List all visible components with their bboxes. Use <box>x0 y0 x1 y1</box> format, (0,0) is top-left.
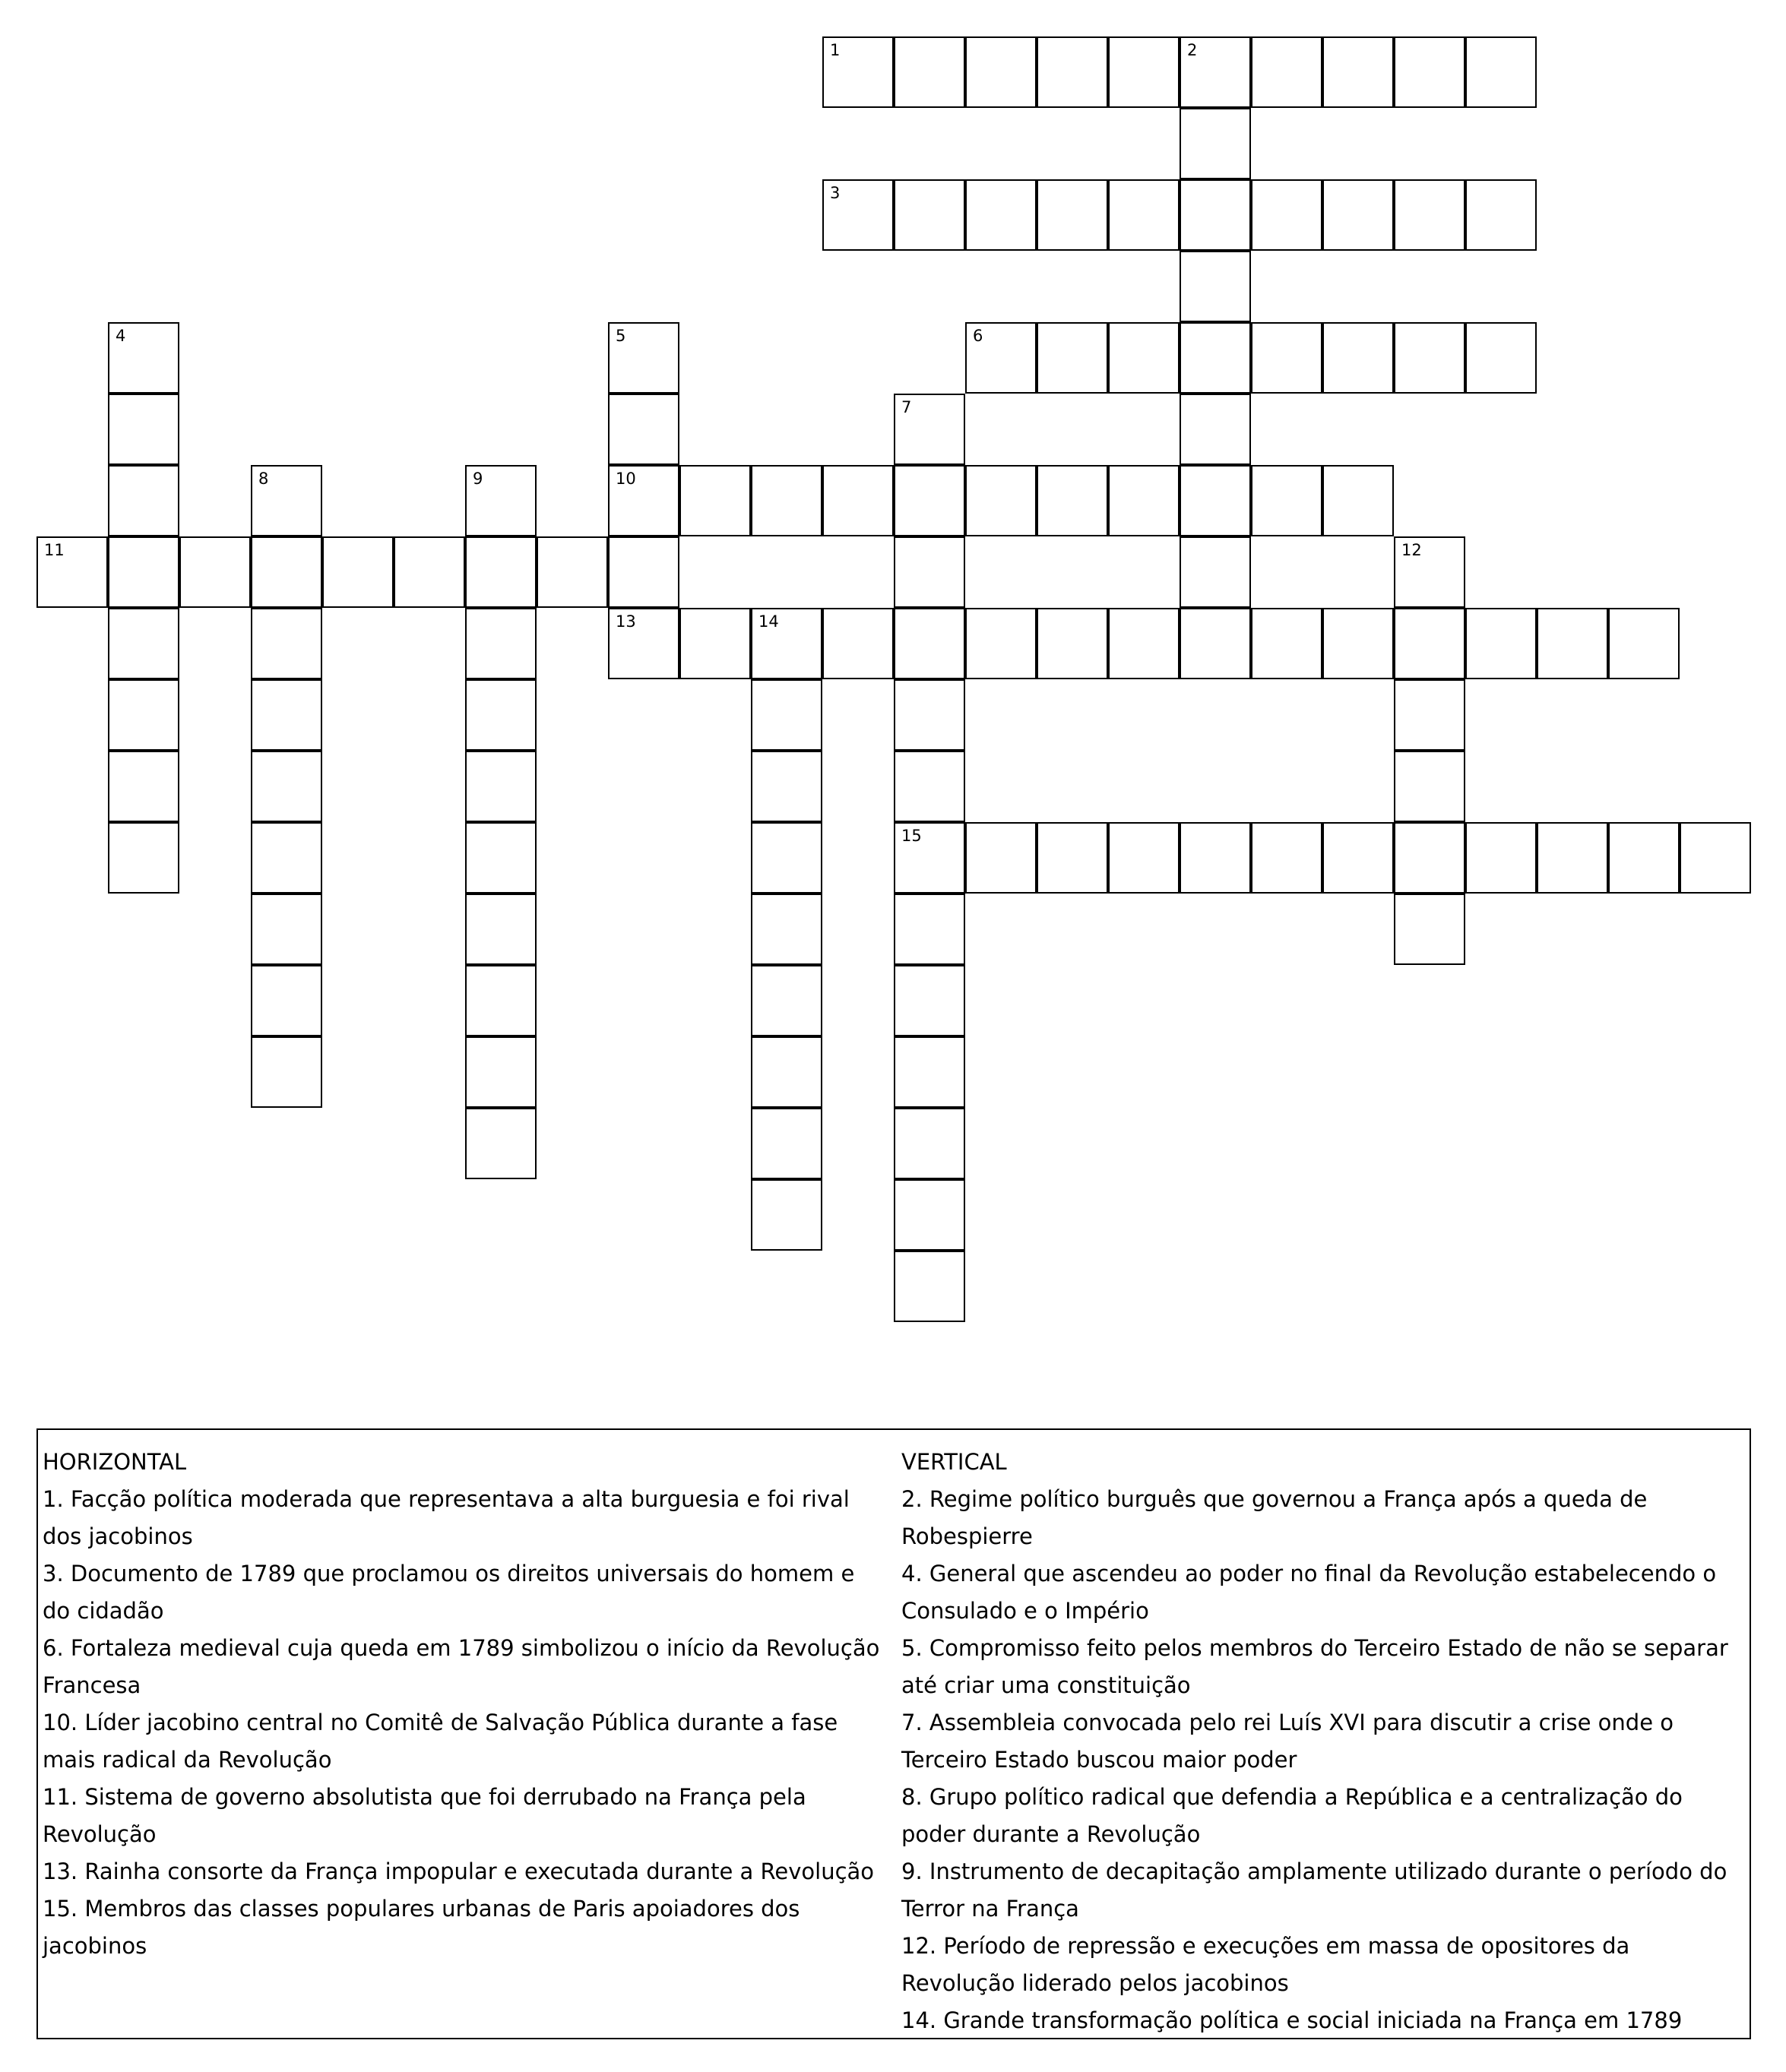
grid-cell[interactable] <box>965 822 1037 894</box>
grid-cell[interactable] <box>465 465 537 536</box>
grid-cell[interactable] <box>894 679 965 751</box>
grid-cell[interactable] <box>894 1036 965 1108</box>
grid-cell[interactable] <box>465 1036 537 1108</box>
grid-cell[interactable] <box>679 608 751 679</box>
grid-cell[interactable] <box>108 465 179 536</box>
grid-cell[interactable] <box>965 36 1037 108</box>
clue-number: 15 <box>901 827 922 845</box>
grid-cell[interactable] <box>251 894 322 965</box>
grid-cell[interactable] <box>1608 822 1680 894</box>
grid-cell[interactable] <box>1537 608 1608 679</box>
grid-cell[interactable] <box>465 965 537 1036</box>
grid-cell[interactable] <box>751 822 822 894</box>
grid-cell[interactable] <box>894 1108 965 1179</box>
clue-number: 12 <box>1401 541 1422 559</box>
grid-cell[interactable] <box>822 179 894 251</box>
clue-number: 9 <box>473 470 483 488</box>
grid-cell[interactable] <box>751 965 822 1036</box>
clue-across-1: 1. Facção política moderada que representava a alta burguesia e foi rival dos jacobinos <box>43 1486 850 1549</box>
clue-down-9: 9. Instrumento de decapitação amplamente utilizado durante o período do Terror na França <box>901 1858 1727 1922</box>
grid-cell[interactable] <box>1180 394 1251 465</box>
grid-cell[interactable] <box>1322 179 1394 251</box>
clue-number: 2 <box>1187 41 1198 59</box>
grid-cell[interactable] <box>1180 608 1251 679</box>
grid-cell[interactable] <box>1108 608 1180 679</box>
grid-cell[interactable] <box>108 822 179 894</box>
grid-cell[interactable] <box>1394 751 1465 822</box>
grid-cell[interactable] <box>465 536 537 608</box>
grid-cell[interactable] <box>1394 322 1465 394</box>
grid-cell[interactable] <box>894 1179 965 1251</box>
grid-cell[interactable] <box>1394 822 1465 894</box>
grid-cell[interactable] <box>465 751 537 822</box>
grid-cell[interactable] <box>179 536 251 608</box>
grid-cell[interactable] <box>1180 536 1251 608</box>
grid-cell[interactable] <box>894 394 965 465</box>
grid-cell[interactable] <box>1322 608 1394 679</box>
grid-cell[interactable] <box>965 608 1037 679</box>
grid-cell[interactable] <box>1037 465 1108 536</box>
grid-cell[interactable] <box>894 965 965 1036</box>
clue-across-13: 13. Rainha consorte da França impopular e executada durante a Revolução <box>43 1858 875 1884</box>
grid-cell[interactable] <box>1180 108 1251 179</box>
grid-cell[interactable] <box>1394 536 1465 608</box>
grid-cell[interactable] <box>1394 894 1465 965</box>
grid-cell[interactable] <box>894 894 965 965</box>
clue-down-12: 12. Período de repressão e execuções em massa de opositores da Revolução liderado pelos jacobinos <box>901 1933 1630 1996</box>
grid-cell[interactable] <box>465 608 537 679</box>
grid-cell[interactable] <box>1108 465 1180 536</box>
grid-cell[interactable] <box>894 465 965 536</box>
grid-cell[interactable] <box>894 536 965 608</box>
grid-cell[interactable] <box>822 36 894 108</box>
clue-across-15: 15. Membros das classes populares urbanas de Paris apoiadores dos jacobinos <box>43 1896 800 1959</box>
grid-cell[interactable] <box>1108 36 1180 108</box>
clues-panel <box>36 1428 1751 2039</box>
grid-cell[interactable] <box>608 608 679 679</box>
grid-cell[interactable] <box>894 822 965 894</box>
grid-cell[interactable] <box>1037 36 1108 108</box>
grid-cell[interactable] <box>751 608 822 679</box>
grid-cell[interactable] <box>1465 322 1537 394</box>
clue-number: 3 <box>830 184 841 202</box>
grid-cell[interactable] <box>108 536 179 608</box>
horizontal-title: HORIZONTAL <box>43 1449 187 1475</box>
grid-cell[interactable] <box>1680 822 1751 894</box>
grid-cell[interactable] <box>1108 322 1180 394</box>
grid-cell[interactable] <box>537 536 608 608</box>
clue-number: 14 <box>758 612 779 631</box>
grid-cell[interactable] <box>465 822 537 894</box>
grid-cell[interactable] <box>36 536 108 608</box>
grid-cell[interactable] <box>251 608 322 679</box>
grid-cell[interactable] <box>251 822 322 894</box>
grid-cell[interactable] <box>1108 822 1180 894</box>
clue-down-4: 4. General que ascendeu ao poder no final da Revolução estabelecendo o Consulado e o Império <box>901 1561 1717 1624</box>
grid-cell[interactable] <box>822 608 894 679</box>
clue-number: 7 <box>901 398 912 416</box>
grid-cell[interactable] <box>1465 608 1537 679</box>
grid-cell[interactable] <box>251 1036 322 1108</box>
grid-cell[interactable] <box>108 322 179 394</box>
grid-cell[interactable] <box>465 894 537 965</box>
clue-number: 5 <box>616 327 626 345</box>
grid-cell[interactable] <box>608 394 679 465</box>
grid-cell[interactable] <box>1394 608 1465 679</box>
horizontal-clues <box>43 1444 886 1965</box>
grid-cell[interactable] <box>465 679 537 751</box>
grid-cell[interactable] <box>965 179 1037 251</box>
grid-cell[interactable] <box>1465 822 1537 894</box>
grid-cell[interactable] <box>108 679 179 751</box>
grid-cell[interactable] <box>894 751 965 822</box>
grid-cell[interactable] <box>1037 608 1108 679</box>
grid-cell[interactable] <box>1394 36 1465 108</box>
grid-cell[interactable] <box>1322 36 1394 108</box>
grid-cell[interactable] <box>1180 179 1251 251</box>
grid-cell[interactable] <box>1322 322 1394 394</box>
grid-cell[interactable] <box>1037 322 1108 394</box>
grid-cell[interactable] <box>1394 179 1465 251</box>
grid-cell[interactable] <box>1394 679 1465 751</box>
grid-cell[interactable] <box>822 465 894 536</box>
clue-number: 11 <box>44 541 65 559</box>
grid-cell[interactable] <box>751 1108 822 1179</box>
grid-cell[interactable] <box>1251 36 1322 108</box>
grid-cell[interactable] <box>965 322 1037 394</box>
clue-number: 1 <box>830 41 841 59</box>
grid-cell[interactable] <box>251 751 322 822</box>
grid-cell[interactable] <box>108 394 179 465</box>
grid-cell[interactable] <box>1251 822 1322 894</box>
grid-cell[interactable] <box>1180 822 1251 894</box>
grid-cell[interactable] <box>1608 608 1680 679</box>
grid-cell[interactable] <box>465 1108 537 1179</box>
clue-number: 10 <box>616 470 636 488</box>
clue-down-14: 14. Grande transformação política e social iniciada na França em 1789 <box>901 2007 1683 2033</box>
clue-across-11: 11. Sistema de governo absolutista que foi derrubado na França pela Revolução <box>43 1784 806 1847</box>
grid-cell[interactable] <box>1465 36 1537 108</box>
grid-cell[interactable] <box>1322 465 1394 536</box>
clue-across-3: 3. Documento de 1789 que proclamou os direitos universais do homem e do cidadão <box>43 1561 855 1624</box>
grid-cell[interactable] <box>251 679 322 751</box>
clue-down-2: 2. Regime político burguês que governou a França após a queda de Robespierre <box>901 1486 1648 1549</box>
grid-cell[interactable] <box>751 465 822 536</box>
clue-down-8: 8. Grupo político radical que defendia a República e a centralização do poder durante a Revolução <box>901 1784 1683 1847</box>
grid-cell[interactable] <box>1251 322 1322 394</box>
clue-down-7: 7. Assembleia convocada pelo rei Luís XVI para discutir a crise onde o Terceiro Estado buscou maior poder <box>901 1710 1674 1773</box>
grid-cell[interactable] <box>894 608 965 679</box>
clue-number: 8 <box>258 470 269 488</box>
grid-cell[interactable] <box>1322 822 1394 894</box>
grid-cell[interactable] <box>751 894 822 965</box>
grid-cell[interactable] <box>894 179 965 251</box>
grid-cell[interactable] <box>1180 322 1251 394</box>
grid-cell[interactable] <box>1180 36 1251 108</box>
grid-cell[interactable] <box>894 1251 965 1322</box>
grid-cell[interactable] <box>894 36 965 108</box>
grid-cell[interactable] <box>1108 179 1180 251</box>
grid-cell[interactable] <box>751 751 822 822</box>
grid-cell[interactable] <box>108 608 179 679</box>
grid-cell[interactable] <box>1251 608 1322 679</box>
grid-cell[interactable] <box>251 965 322 1036</box>
grid-cell[interactable] <box>1180 251 1251 322</box>
grid-cell[interactable] <box>608 322 679 394</box>
grid-cell[interactable] <box>1537 822 1608 894</box>
grid-cell[interactable] <box>322 536 394 608</box>
grid-cell[interactable] <box>751 1179 822 1251</box>
grid-cell[interactable] <box>679 465 751 536</box>
grid-cell[interactable] <box>608 536 679 608</box>
grid-cell[interactable] <box>1037 179 1108 251</box>
grid-cell[interactable] <box>251 465 322 536</box>
clue-across-6: 6. Fortaleza medieval cuja queda em 1789 simbolizou o início da Revolução Francesa <box>43 1635 880 1698</box>
vertical-title: VERTICAL <box>901 1449 1007 1475</box>
grid-cell[interactable] <box>1180 465 1251 536</box>
grid-cell[interactable] <box>1465 179 1537 251</box>
grid-cell[interactable] <box>1251 465 1322 536</box>
grid-cell[interactable] <box>108 751 179 822</box>
grid-cell[interactable] <box>251 536 322 608</box>
clue-down-5: 5. Compromisso feito pelos membros do Terceiro Estado de não se separar até criar uma constituição <box>901 1635 1728 1698</box>
clue-across-10: 10. Líder jacobino central no Comitê de Salvação Pública durante a fase mais radical da Revolução <box>43 1710 838 1773</box>
grid-cell[interactable] <box>751 1036 822 1108</box>
clue-number: 6 <box>973 327 983 345</box>
clue-number: 4 <box>116 327 126 345</box>
vertical-clues <box>901 1444 1745 2039</box>
grid-cell[interactable] <box>965 465 1037 536</box>
grid-cell[interactable] <box>608 465 679 536</box>
grid-cell[interactable] <box>1037 822 1108 894</box>
grid-cell[interactable] <box>751 679 822 751</box>
grid-cell[interactable] <box>394 536 465 608</box>
clue-number: 13 <box>616 612 636 631</box>
grid-cell[interactable] <box>1251 179 1322 251</box>
